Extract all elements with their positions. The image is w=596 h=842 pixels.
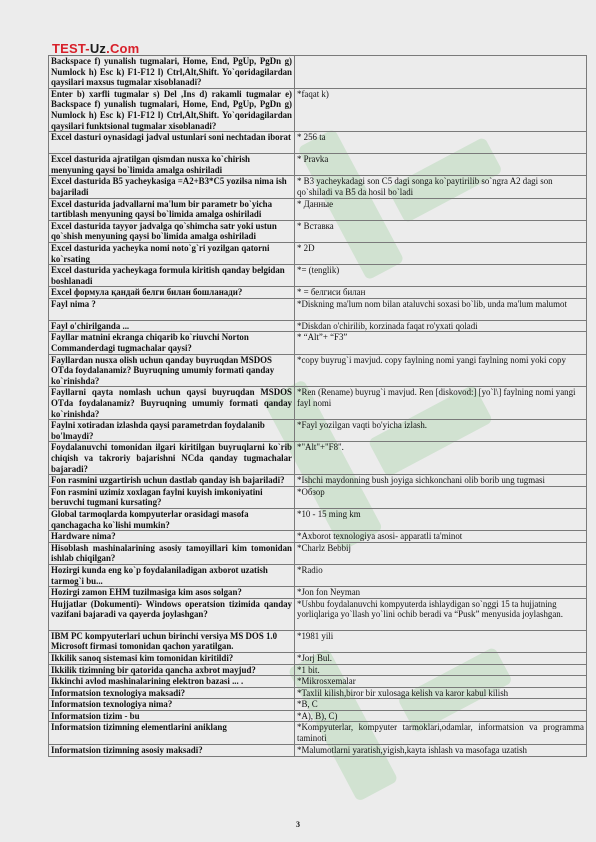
question-cell: Hisoblash mashinalarining asosiy tamoyillari kim tomonidan ishlab chiqilgan? bbox=[49, 542, 295, 564]
answer-cell: *Mikrosxemalar bbox=[295, 676, 587, 688]
answer-cell: *1 bit. bbox=[295, 664, 587, 676]
question-cell: Fayllardan nusxa olish uchun qanday buyruqdan MSDOS OTda foydalanamiz? Buyruqning umumiy formati qanday ko`rinishda? bbox=[49, 354, 295, 387]
table-row bbox=[49, 287, 587, 299]
table-row bbox=[49, 699, 587, 711]
answer-cell: *faqat k) bbox=[295, 88, 587, 131]
answer-cell: *Charlz Bebbij bbox=[295, 542, 587, 564]
table-row bbox=[49, 332, 587, 354]
answer-cell: *= (tenglik) bbox=[295, 265, 587, 287]
question-cell: Ikkinchi avlod mashinalarining elektron bazasi ... . bbox=[49, 676, 295, 688]
question-cell: Foydalanuvchi tomonidan ilgari kiritilgan buyruqlarni ko`rib chiqish va takroriy bajarishni NCda qanday tugmachalar bajaradi? bbox=[49, 442, 295, 475]
table-row bbox=[49, 652, 587, 664]
logo-part-test: TEST- bbox=[52, 41, 90, 56]
answer-cell: *Axborot texnologiya asosi- apparatli ta'minot bbox=[295, 531, 587, 543]
logo-part-com: .Com bbox=[106, 41, 140, 56]
answer-cell: *Diskning ma'lum nom bilan ataluvchi soxasi bo`lib, unda ma'lum malumot bbox=[295, 298, 587, 320]
question-cell: Excel dasturida yacheyka nomi noto`g`ri yozilgan qatorni ko`rsating bbox=[49, 242, 295, 264]
question-cell: Hozirgi kunda eng ko`p foydalaniladigan axborot uzatish tarmog`i bu... bbox=[49, 564, 295, 586]
answer-cell: * “Alt”+ “F3” bbox=[295, 332, 587, 354]
question-cell: Enter b) xarfli tugmalar s) Del ,Ins d) rakamli tugmalar e) Backspace f) yunalish tugmalari, Home, End, PgUp, PgDn g) Numlock h) Esc k) F1-F12 l) Ctrl,Alt,Shift. Yo`qoridagilardan qaysilari funktsional tugmalar xisoblanadi? bbox=[49, 88, 295, 131]
answer-cell: *Radio bbox=[295, 564, 587, 586]
table-row bbox=[49, 710, 587, 722]
table-row bbox=[49, 598, 587, 630]
question-cell: Informatsion tizimning elementlarini aniklang bbox=[49, 722, 295, 744]
question-cell: Hardware nima? bbox=[49, 531, 295, 543]
table-row bbox=[49, 132, 587, 154]
answer-cell: *Kompyuterlar, kompyuter tarmoklari,odamlar, informatsion va programma taminoti bbox=[295, 722, 587, 744]
table-row bbox=[49, 387, 587, 420]
question-cell: Fon rasmini uzimiz xoxlagan faylni kuyish imkoniyatini beruvchi tugmani kursating? bbox=[49, 486, 295, 508]
logo-part-uz: Uz bbox=[89, 41, 107, 56]
question-cell: Excel dasturida yacheykaga formula kiritish qanday belgidan boshlanadi bbox=[49, 265, 295, 287]
question-cell: Hozirgi zamon EHM tuzilmasiga kim asos solgan? bbox=[49, 587, 295, 599]
question-cell: Fayl nima ? bbox=[49, 298, 295, 320]
question-cell: Fayllarni qayta nomlash uchun qaysi buyruqdan MSDOS OTda foydalanamiz? Buyruqning umumiy formati qanday ko`rinishda? bbox=[49, 387, 295, 420]
table-row bbox=[49, 508, 587, 530]
question-cell: Informatsion texnologiya maksadi? bbox=[49, 687, 295, 699]
answer-cell: *Malumotlarni yaratish,yigish,kayta ishlash va masofaga uzatish bbox=[295, 744, 587, 756]
question-cell: Fon rasmini uzgartirish uchun dastlab qanday ish bajariladi? bbox=[49, 475, 295, 487]
page-number: 3 bbox=[296, 820, 300, 829]
answer-cell: *Ushbu foydalanuvchi kompyuterda ishlaydigan so`nggi 15 ta hujjatning yorliqlariga yo`llash yo`lini ochib beradi va “Pusk” menyusida joylashgan. bbox=[295, 598, 587, 630]
answer-cell: *Taxlil kilish,biror bir xulosaga kelish va karor kabul kilish bbox=[295, 687, 587, 699]
answer-cell: * Данные bbox=[295, 198, 587, 220]
table-row bbox=[49, 722, 587, 744]
table-row bbox=[49, 88, 587, 131]
answer-cell bbox=[295, 56, 587, 89]
table-row bbox=[49, 744, 587, 756]
answer-cell: *Jon fon Neyman bbox=[295, 587, 587, 599]
table-row bbox=[49, 420, 587, 442]
table-row bbox=[49, 475, 587, 487]
question-cell: Excel dasturida ajratilgan qismdan nusxa ko`chirish menyuning qaysi bo`limida amalga oshiriladi bbox=[49, 154, 295, 176]
answer-cell: *Ren (Rename) buyrug`i mavjud. Ren [diskovod:] [yo`l\] faylning nomi yangi fayl nomi bbox=[295, 387, 587, 420]
question-cell: Excel dasturida tayyor jadvalga qo`shimcha satr yoki ustun qo`shish menyuning qaysi bo`limida amalga oshiriladi bbox=[49, 220, 295, 242]
answer-cell: *Jorj Bul. bbox=[295, 652, 587, 664]
answer-cell: *B, C bbox=[295, 699, 587, 711]
table-row bbox=[49, 531, 587, 543]
question-cell: Hujjatlar (Dokumenti)- Windows operatsion tizimida qanday vazifani bajaradi va qayerda joylashgan? bbox=[49, 598, 295, 630]
question-cell: Excel dasturida B5 yacheykasiga =A2+B3*C5 yozilsa nima ish bajariladi bbox=[49, 176, 295, 198]
table-row bbox=[49, 564, 587, 586]
table-row bbox=[49, 676, 587, 688]
table-row bbox=[49, 442, 587, 475]
question-cell: Excel dasturi oynasidagi jadval ustunlari soni nechtadan iborat bbox=[49, 132, 295, 154]
table-row bbox=[49, 298, 587, 320]
question-cell: Excel dasturida jadvallarni ma'lum bir parametr bo`yicha tartiblash menyuning qaysi bo`limida amalga oshiriladi bbox=[49, 198, 295, 220]
table-row bbox=[49, 176, 587, 198]
answer-cell: * = белгиси билан bbox=[295, 287, 587, 299]
answer-cell: *A), B), C) bbox=[295, 710, 587, 722]
question-cell: Informatsion tizimning asosiy maksadi? bbox=[49, 744, 295, 756]
answer-cell: *1981 yili bbox=[295, 630, 587, 652]
table-row bbox=[49, 198, 587, 220]
site-logo[interactable] bbox=[52, 42, 139, 56]
table-row bbox=[49, 220, 587, 242]
answer-cell: *Fayl yozilgan vaqti bo'yicha izlash. bbox=[295, 420, 587, 442]
question-cell: Backspace f) yunalish tugmalari, Home, End, PgUp, PgDn g) Numlock h) Esc k) F1-F12 l) Ctrl,Alt,Shift. Yo`qoridagilardan qaysilari maxsus tugmalar xisoblanadi? bbox=[49, 56, 295, 89]
answer-cell: * 256 ta bbox=[295, 132, 587, 154]
table-row bbox=[49, 320, 587, 332]
question-cell: Ikkilik sanoq sistemasi kim tomonidan kiritildi? bbox=[49, 652, 295, 664]
table-row bbox=[49, 664, 587, 676]
table-row bbox=[49, 265, 587, 287]
answer-cell: * B3 yacheykadagi son C5 dagi songa ko`paytirilib so`ngra A2 dagi son qo`shiladi va B5 da hosil bo`ladi bbox=[295, 176, 587, 198]
answer-cell: *10 - 15 ming km bbox=[295, 508, 587, 530]
answer-cell: *"Alt"+"F8". bbox=[295, 442, 587, 475]
answer-cell: *Diskdan o'chirilib, korzinada faqat ro'yxati qoladi bbox=[295, 320, 587, 332]
answer-cell: * Вставка bbox=[295, 220, 587, 242]
answer-cell: *Обзор bbox=[295, 486, 587, 508]
table-row bbox=[49, 542, 587, 564]
answer-cell: * Pravka bbox=[295, 154, 587, 176]
question-cell: IBM PC kompyuterlari uchun birinchi versiya MS DOS 1.0 Microsoft firmasi tomonidan qachon yaratilgan. bbox=[49, 630, 295, 652]
table-row bbox=[49, 587, 587, 599]
question-cell: Fayllar matnini ekranga chiqarib ko`riuvchi Norton Commanderdagi tugmachalar qaysi? bbox=[49, 332, 295, 354]
table-row bbox=[49, 242, 587, 264]
answer-cell: *Ishchi maydonning bush joyiga sichkonchani olib borib ung tugmasi bbox=[295, 475, 587, 487]
question-cell: Informatsion tizim - bu bbox=[49, 710, 295, 722]
table-row bbox=[49, 154, 587, 176]
table-row bbox=[49, 486, 587, 508]
table-row bbox=[49, 354, 587, 387]
question-cell: Fayl o'chirilganda ... bbox=[49, 320, 295, 332]
question-cell: Faylni xotiradan izlashda qaysi parametrdan foydalanib bo'lmaydi? bbox=[49, 420, 295, 442]
question-cell: Global tarmoqlarda kompyuterlar orasidagi masofa qanchagacha ko`lishi mumkin? bbox=[49, 508, 295, 530]
table-row bbox=[49, 687, 587, 699]
answer-cell: * 2D bbox=[295, 242, 587, 264]
questions-table bbox=[48, 55, 587, 757]
table-row bbox=[49, 56, 587, 89]
answer-cell: *copy buyrug`i mavjud. copy faylning nomi yangi faylning nomi yoki copy bbox=[295, 354, 587, 387]
table-row bbox=[49, 630, 587, 652]
question-cell: Excel формула қандай белги билан бошланади? bbox=[49, 287, 295, 299]
question-cell: Ikkilik tizimning bir qatorida qancha axbrot mayjud? bbox=[49, 664, 295, 676]
question-cell: Informatsion texnologiya nima? bbox=[49, 699, 295, 711]
